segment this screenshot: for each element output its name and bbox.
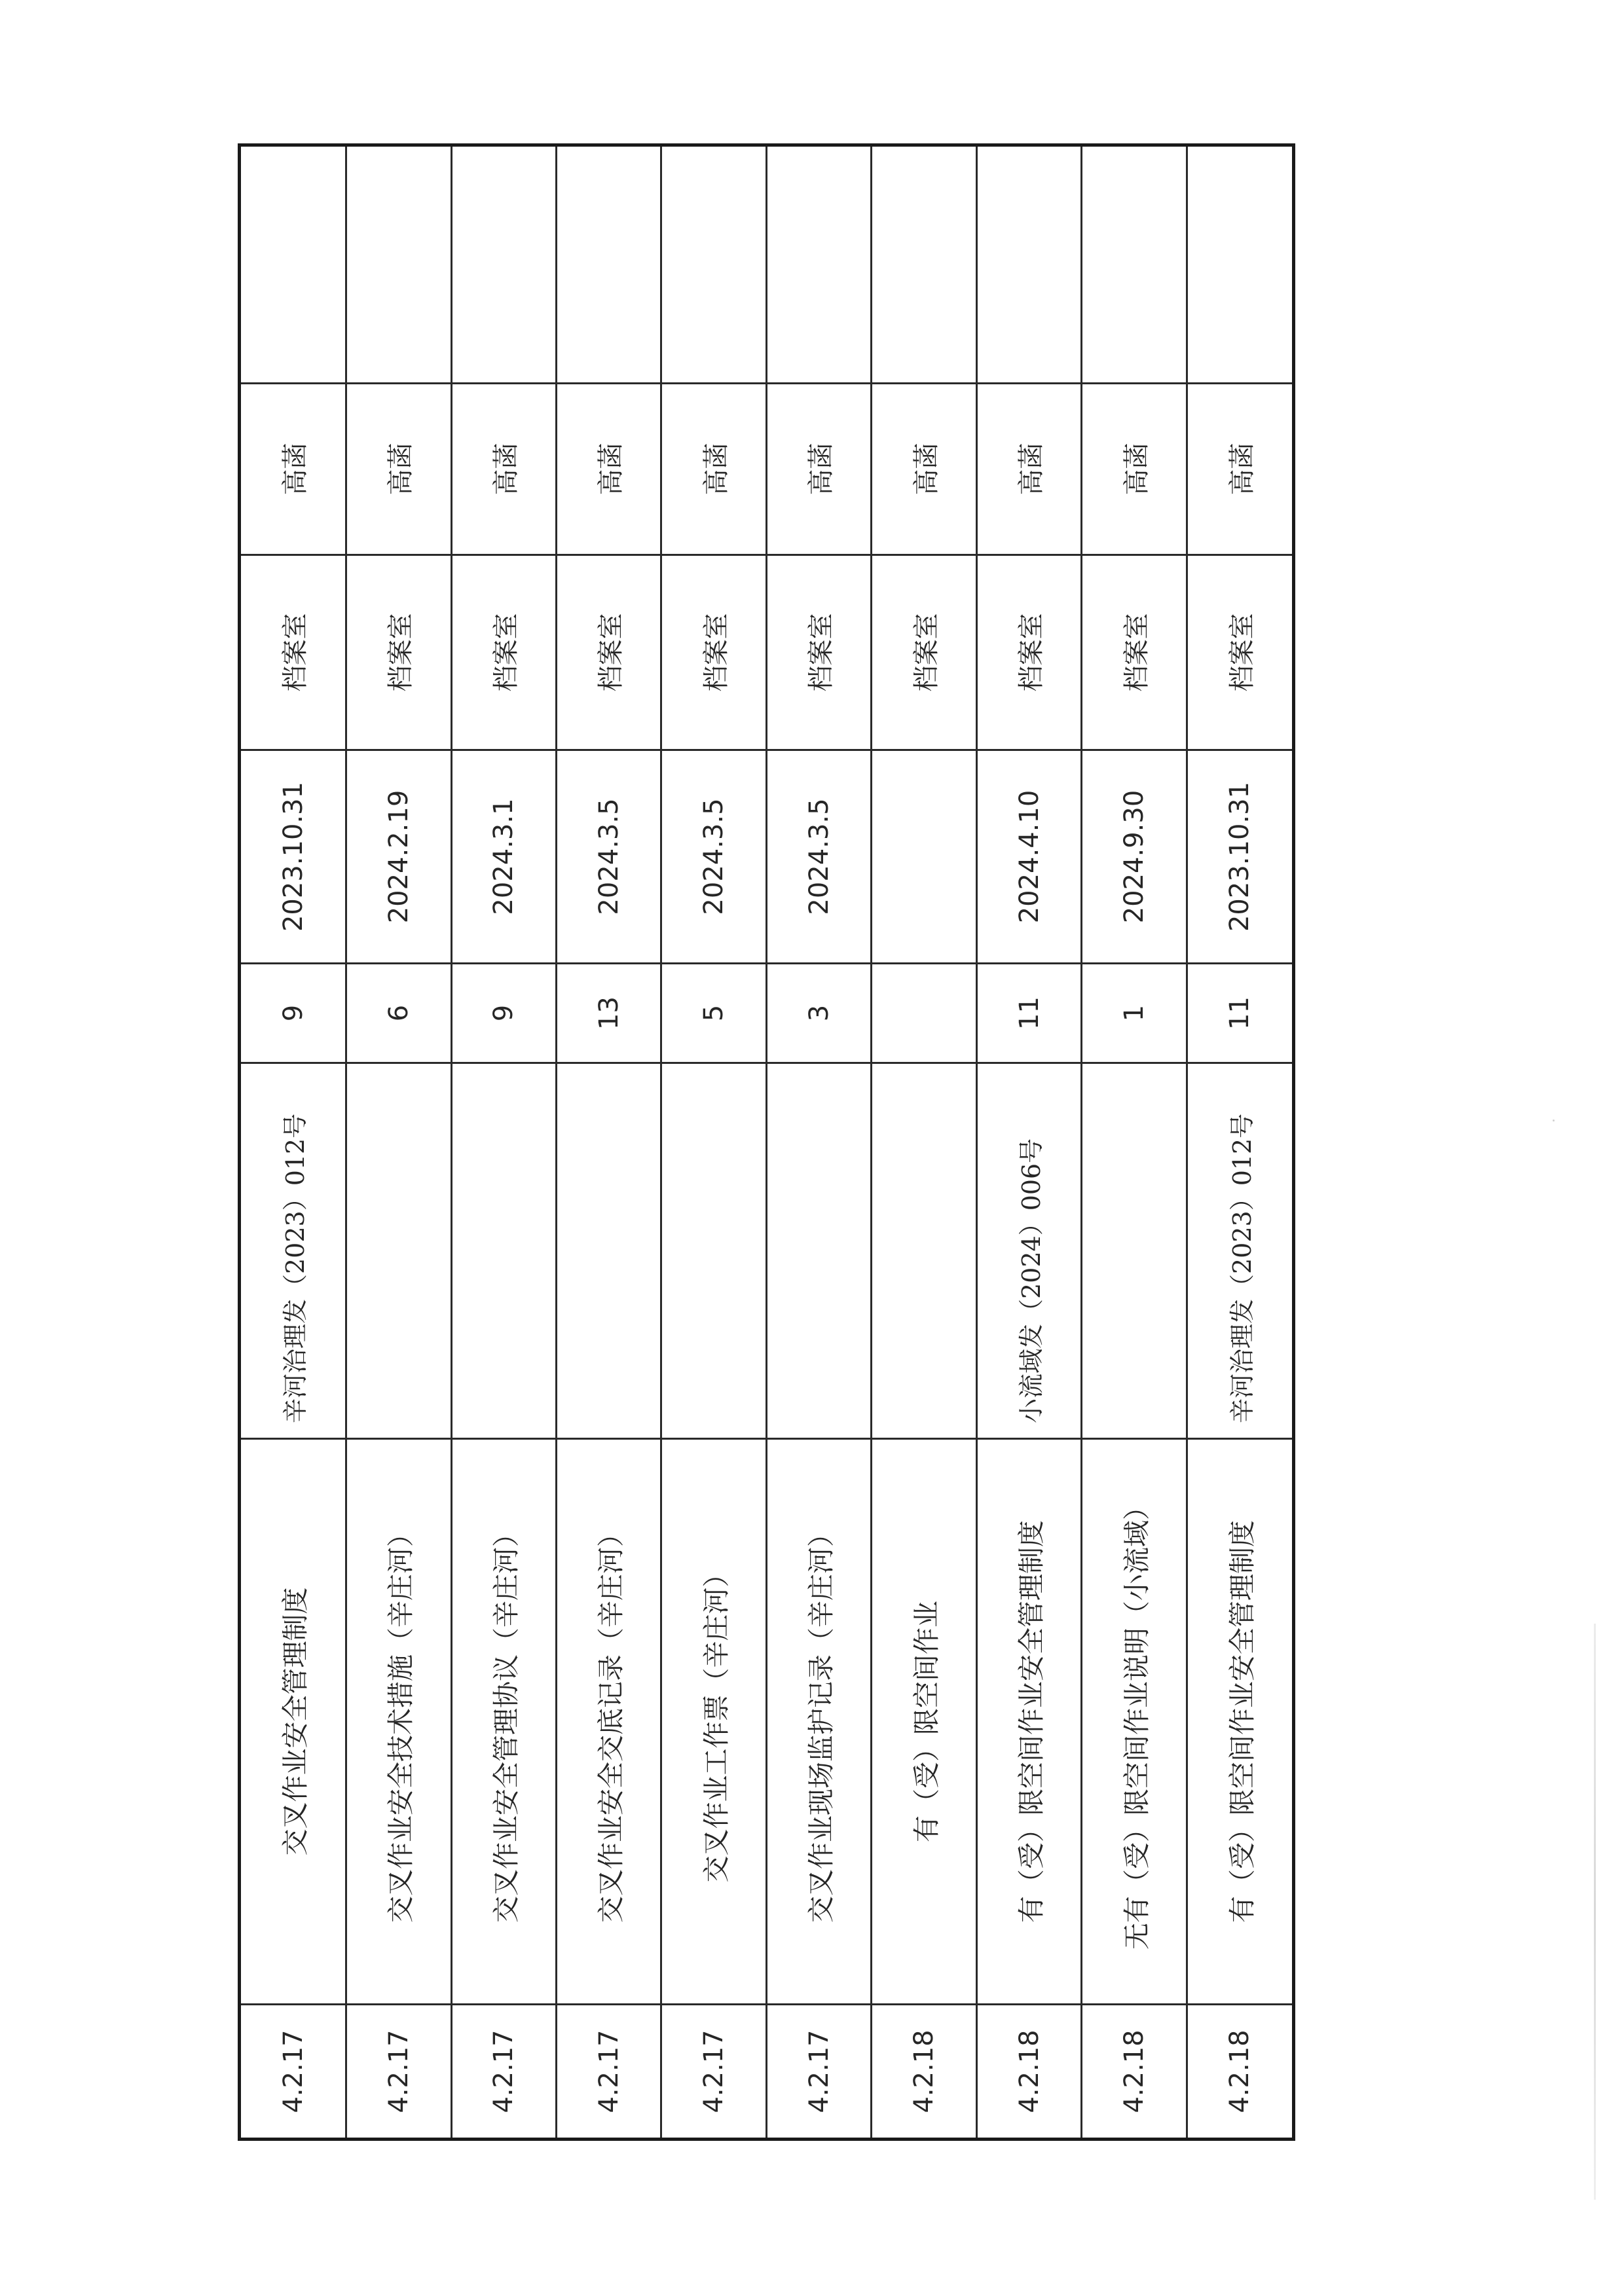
- rotated-table-container: [238, 147, 1295, 2141]
- pages-cell: 1: [1082, 964, 1187, 1063]
- keeper-cell: 高菡: [1082, 384, 1187, 555]
- doc-number-cell: [451, 1063, 556, 1439]
- remark-cell: [872, 145, 976, 384]
- scan-edge-mark: [1594, 1624, 1596, 2200]
- title-cell: 有（受）限空间作业安全管理制度: [976, 1439, 1081, 2005]
- pages-cell: 6: [346, 964, 451, 1063]
- pages-cell: 13: [557, 964, 661, 1063]
- date-cell: 2024.4.10: [976, 750, 1081, 964]
- doc-number-cell: 小流域发（2024）006号: [976, 1063, 1081, 1439]
- remark-cell: [240, 145, 346, 384]
- date-cell: 2024.3.5: [766, 750, 871, 964]
- table-row: [240, 145, 346, 2140]
- title-cell: 有（受）限空间作业: [872, 1439, 976, 2005]
- doc-number-cell: [557, 1063, 661, 1439]
- table-row: [451, 145, 556, 2140]
- clause-cell: 4.2.18: [872, 2005, 976, 2140]
- clause-cell: 4.2.17: [766, 2005, 871, 2140]
- scan-speck: [1553, 1120, 1555, 1121]
- date-cell: 2023.10.31: [1187, 750, 1293, 964]
- location-cell: 档案室: [1187, 555, 1293, 750]
- date-cell: [872, 750, 976, 964]
- clause-cell: 4.2.17: [661, 2005, 766, 2140]
- doc-number-cell: [661, 1063, 766, 1439]
- keeper-cell: 高菡: [1187, 384, 1293, 555]
- date-cell: 2024.3.5: [557, 750, 661, 964]
- pages-cell: 9: [451, 964, 556, 1063]
- doc-number-cell: [346, 1063, 451, 1439]
- title-cell: 交叉作业工作票（辛庄河）: [661, 1439, 766, 2005]
- title-cell: 无有（受）限空间作业说明（小流域）: [1082, 1439, 1187, 2005]
- date-cell: 2024.9.30: [1082, 750, 1187, 964]
- keeper-cell: 高菡: [661, 384, 766, 555]
- table-row: [557, 145, 661, 2140]
- pages-cell: [872, 964, 976, 1063]
- date-cell: 2024.2.19: [346, 750, 451, 964]
- remark-cell: [976, 145, 1081, 384]
- clause-cell: 4.2.17: [451, 2005, 556, 2140]
- keeper-cell: 高菡: [240, 384, 346, 555]
- clause-cell: 4.2.18: [1082, 2005, 1187, 2140]
- remark-cell: [766, 145, 871, 384]
- title-cell: 有（受）限空间作业安全管理制度: [1187, 1439, 1293, 2005]
- title-cell: 交叉作业安全管理协议（辛庄河）: [451, 1439, 556, 2005]
- records-table: [238, 143, 1295, 2141]
- remark-cell: [661, 145, 766, 384]
- date-cell: 2024.3.5: [661, 750, 766, 964]
- clause-cell: 4.2.17: [240, 2005, 346, 2140]
- keeper-cell: 高菡: [766, 384, 871, 555]
- pages-cell: 9: [240, 964, 346, 1063]
- keeper-cell: 高菡: [346, 384, 451, 555]
- table-row: [661, 145, 766, 2140]
- pages-cell: 11: [1187, 964, 1293, 1063]
- table-row: [872, 145, 976, 2140]
- pages-cell: 11: [976, 964, 1081, 1063]
- clause-cell: 4.2.17: [557, 2005, 661, 2140]
- keeper-cell: 高菡: [557, 384, 661, 555]
- title-cell: 交叉作业现场监护记录（辛庄河）: [766, 1439, 871, 2005]
- doc-number-cell: [766, 1063, 871, 1439]
- location-cell: 档案室: [346, 555, 451, 750]
- doc-number-cell: [1082, 1063, 1187, 1439]
- remark-cell: [557, 145, 661, 384]
- keeper-cell: 高菡: [872, 384, 976, 555]
- clause-cell: 4.2.18: [976, 2005, 1081, 2140]
- table-row: [976, 145, 1081, 2140]
- remark-cell: [1082, 145, 1187, 384]
- doc-number-cell: [872, 1063, 976, 1439]
- location-cell: 档案室: [240, 555, 346, 750]
- table-row: [766, 145, 871, 2140]
- title-cell: 交叉作业安全管理制度: [240, 1439, 346, 2005]
- table-row: [1187, 145, 1293, 2140]
- location-cell: 档案室: [1082, 555, 1187, 750]
- title-cell: 交叉作业安全交底记录（辛庄河）: [557, 1439, 661, 2005]
- location-cell: 档案室: [766, 555, 871, 750]
- table-row: [1082, 145, 1187, 2140]
- location-cell: 档案室: [661, 555, 766, 750]
- location-cell: 档案室: [976, 555, 1081, 750]
- date-cell: 2023.10.31: [240, 750, 346, 964]
- doc-number-cell: 辛河治理发（2023）012号: [1187, 1063, 1293, 1439]
- remark-cell: [1187, 145, 1293, 384]
- title-cell: 交叉作业安全技术措施（辛庄河）: [346, 1439, 451, 2005]
- date-cell: 2024.3.1: [451, 750, 556, 964]
- location-cell: 档案室: [557, 555, 661, 750]
- table-row: [346, 145, 451, 2140]
- location-cell: 档案室: [872, 555, 976, 750]
- keeper-cell: 高菡: [451, 384, 556, 555]
- doc-number-cell: 辛河治理发（2023）012号: [240, 1063, 346, 1439]
- keeper-cell: 高菡: [976, 384, 1081, 555]
- pages-cell: 5: [661, 964, 766, 1063]
- remark-cell: [451, 145, 556, 384]
- remark-cell: [346, 145, 451, 384]
- pages-cell: 3: [766, 964, 871, 1063]
- clause-cell: 4.2.18: [1187, 2005, 1293, 2140]
- location-cell: 档案室: [451, 555, 556, 750]
- clause-cell: 4.2.17: [346, 2005, 451, 2140]
